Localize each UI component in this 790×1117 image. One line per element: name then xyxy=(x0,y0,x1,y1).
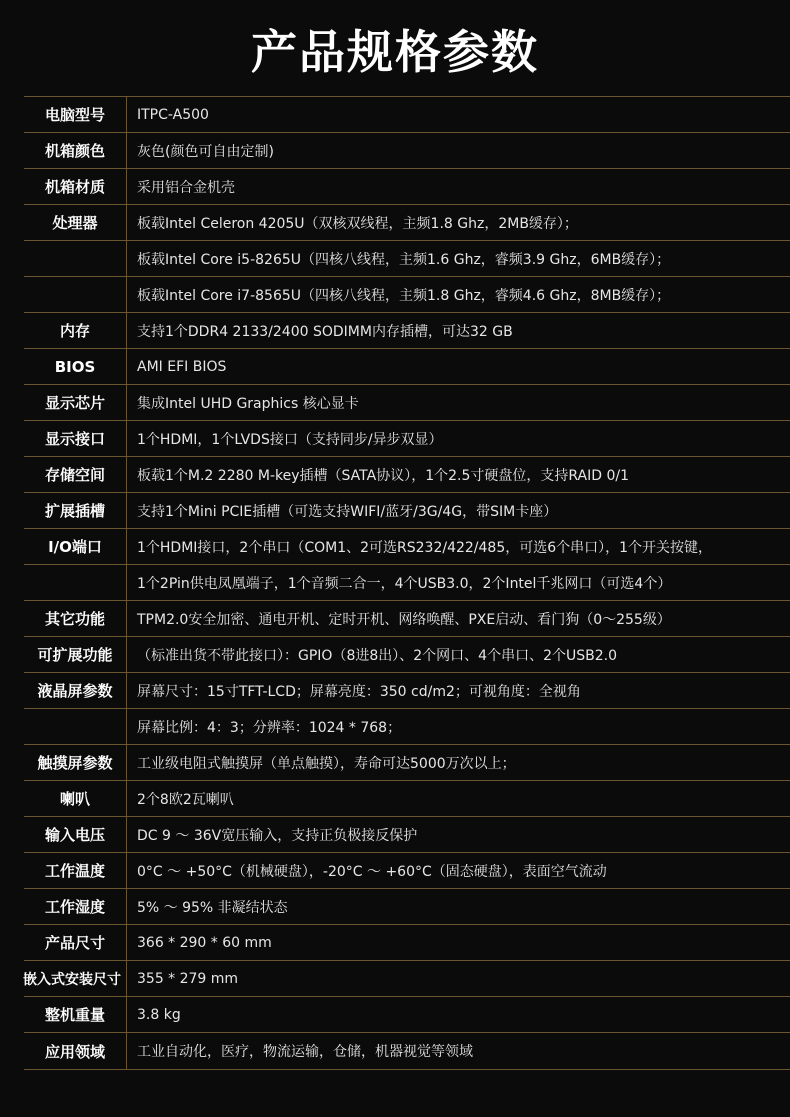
row-value: 板载Intel Core i7-8565U（四核八线程，主频1.8 Ghz，睿频4.6 Ghz，8MB缓存）； xyxy=(137,287,671,304)
table-row xyxy=(24,961,790,997)
row-label: 扩展插槽 xyxy=(24,493,127,528)
row-value: 366 * 290 * 60 mm xyxy=(137,934,272,951)
row-value: DC 9 ～ 36V宽压输入，支持正负极接反保护 xyxy=(137,827,418,844)
table-row xyxy=(24,601,790,637)
row-value: 支持1个Mini PCIE插槽（可选支持WIFI/蓝牙/3G/4G，带SIM卡座） xyxy=(137,503,558,520)
table-row xyxy=(24,385,790,421)
table-row xyxy=(24,673,790,709)
row-value: 集成Intel UHD Graphics 核心显卡 xyxy=(137,395,359,412)
table-row xyxy=(24,925,790,961)
row-value: ITPC-A500 xyxy=(137,106,209,123)
row-label: 液晶屏参数 xyxy=(24,673,127,708)
table-row xyxy=(24,457,790,493)
row-label: 显示芯片 xyxy=(24,385,127,420)
row-label: 整机重量 xyxy=(24,997,127,1032)
table-row xyxy=(24,529,790,565)
table-row xyxy=(24,169,790,205)
row-label: 触摸屏参数 xyxy=(24,745,127,780)
row-value: 板载Intel Celeron 4205U（双核双线程，主频1.8 Ghz，2MB缓存）； xyxy=(137,215,578,232)
row-value: 支持1个DDR4 2133/2400 SODIMM内存插槽，可达32 GB xyxy=(137,323,513,340)
row-value: 工业自动化，医疗，物流运输，仓储，机器视觉等领域 xyxy=(137,1044,473,1060)
row-label xyxy=(24,241,127,276)
row-value: 1个2Pin供电凤凰端子，1个音频二合一，4个USB3.0，2个Intel千兆网口（可选4个） xyxy=(137,575,672,592)
table-row xyxy=(24,97,790,133)
row-value: （标准出货不带此接口）：GPIO（8进8出）、2个网口、4个串口、2个USB2.0 xyxy=(137,647,617,664)
row-value: 1个HDMI，1个LVDS接口（支持同步/异步双显） xyxy=(137,431,443,448)
table-row xyxy=(24,997,790,1033)
row-label: 机箱颜色 xyxy=(24,133,127,168)
table-row xyxy=(24,205,790,241)
row-label: I/O端口 xyxy=(24,529,127,564)
table-row xyxy=(24,709,790,745)
table-row xyxy=(24,853,790,889)
row-value: 灰色(颜色可自由定制) xyxy=(137,143,274,160)
row-label: 内存 xyxy=(24,313,127,348)
table-row xyxy=(24,349,790,385)
row-value: 5% ～ 95% 非凝结状态 xyxy=(137,899,288,916)
table-row xyxy=(24,637,790,673)
spec-table xyxy=(24,96,790,1070)
row-value: 屏幕比例：4：3；分辨率：1024 * 768； xyxy=(137,719,402,736)
table-row xyxy=(24,493,790,529)
table-row xyxy=(24,817,790,853)
table-row xyxy=(24,781,790,817)
row-label xyxy=(24,709,127,744)
table-row xyxy=(24,1033,790,1070)
row-value: 采用铝合金机壳 xyxy=(137,179,235,196)
row-value: 工业级电阻式触摸屏（单点触摸），寿命可达5000万次以上； xyxy=(137,755,516,772)
row-label: 产品尺寸 xyxy=(24,925,127,960)
row-value: AMI EFI BIOS xyxy=(137,358,227,375)
row-label: 可扩展功能 xyxy=(24,637,127,672)
row-value: TPM2.0安全加密、通电开机、定时开机、网络唤醒、PXE启动、看门狗（0～255级） xyxy=(137,611,671,628)
row-label: 喇叭 xyxy=(24,781,127,816)
row-label: 机箱材质 xyxy=(24,169,127,204)
page-title: 产品规格参数 xyxy=(251,25,539,79)
table-row xyxy=(24,889,790,925)
row-label: BIOS xyxy=(24,349,127,384)
table-row xyxy=(24,313,790,349)
row-label: 工作温度 xyxy=(24,853,127,888)
table-row xyxy=(24,745,790,781)
row-value: 355 * 279 mm xyxy=(137,970,239,987)
row-label: 存储空间 xyxy=(24,457,127,492)
table-row xyxy=(24,133,790,169)
row-value: 3.8 kg xyxy=(137,1006,181,1023)
table-row xyxy=(24,421,790,457)
row-value: 2个8欧2瓦喇叭 xyxy=(137,791,234,808)
table-row xyxy=(24,241,790,277)
row-value: 0°C ～ +50°C（机械硬盘），-20°C ～ +60°C（固态硬盘），表面空气流动 xyxy=(137,863,607,880)
row-label: 其它功能 xyxy=(24,601,127,636)
row-value: 板载Intel Core i5-8265U（四核八线程，主频1.6 Ghz，睿频3.9 Ghz，6MB缓存）； xyxy=(137,251,671,268)
row-label: 嵌入式安装尺寸 xyxy=(18,961,127,996)
table-row xyxy=(24,565,790,601)
row-label: 应用领域 xyxy=(24,1033,127,1069)
table-row xyxy=(24,277,790,313)
row-value: 1个HDMI接口，2个串口（COM1、2可选RS232/422/485，可选6个串口），1个开关按键， xyxy=(137,539,713,556)
row-label: 显示接口 xyxy=(24,421,127,456)
row-label xyxy=(24,565,127,600)
row-label: 电脑型号 xyxy=(24,97,127,132)
row-label: 处理器 xyxy=(24,205,127,240)
row-label: 输入电压 xyxy=(24,817,127,852)
row-label xyxy=(24,277,127,312)
row-value: 屏幕尺寸：15寸TFT-LCD；屏幕亮度：350 cd/m2；可视角度：全视角 xyxy=(137,683,581,700)
row-label: 工作湿度 xyxy=(24,889,127,924)
row-value: 板载1个M.2 2280 M-key插槽（SATA协议），1个2.5寸硬盘位，支持RAID 0/1 xyxy=(137,467,629,484)
